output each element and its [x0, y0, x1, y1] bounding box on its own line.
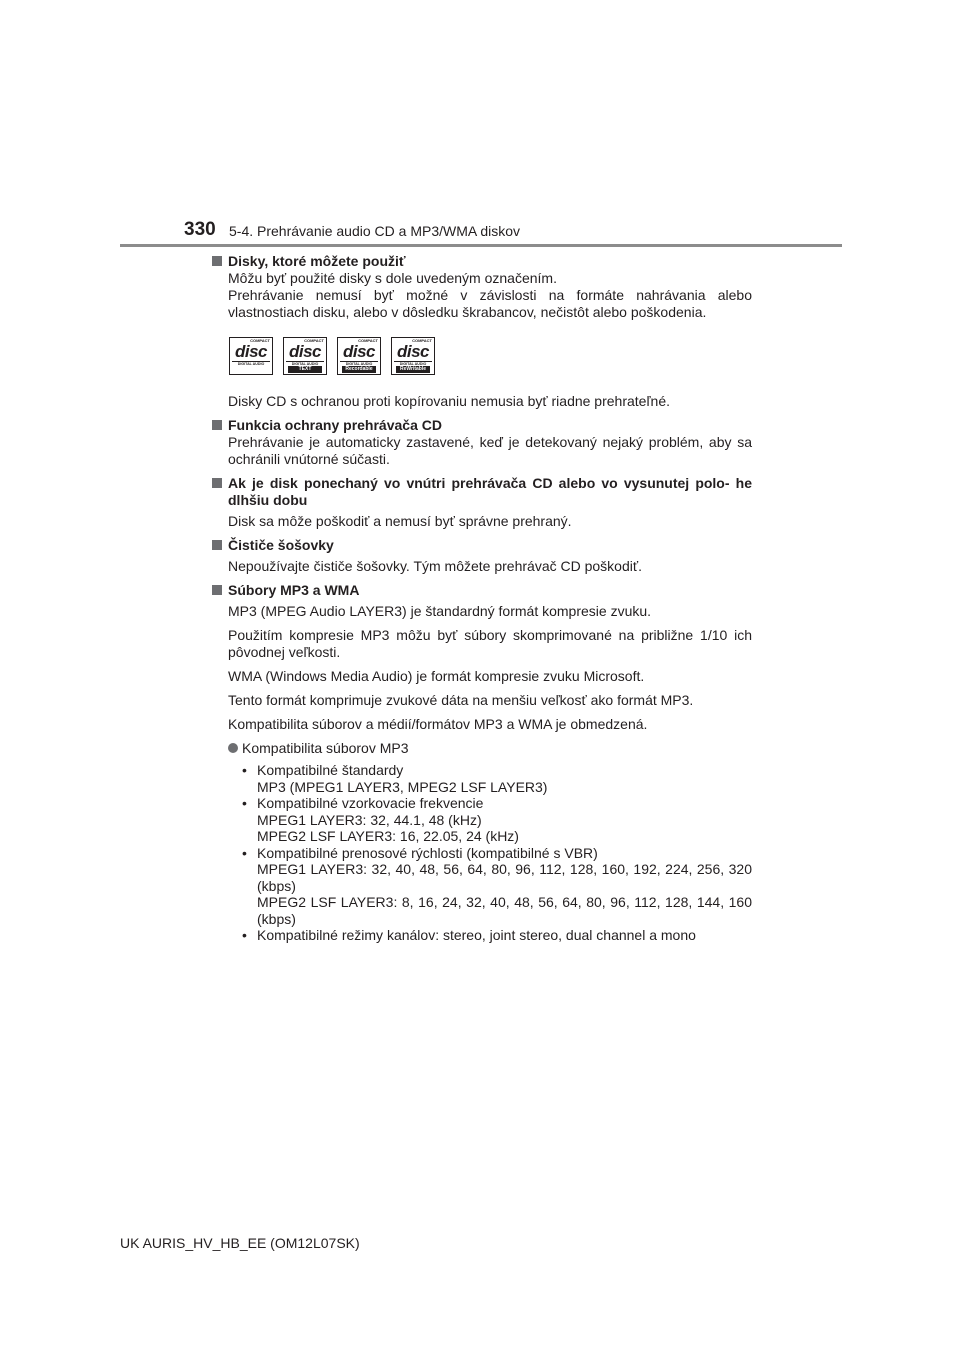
list-item [242, 927, 752, 944]
sub-heading [212, 740, 752, 757]
sub-heading-text: Kompatibilita súborov MP3 [242, 740, 409, 756]
section-heading-text: Funkcia ochrany prehrávača CD [228, 417, 442, 433]
section-header-title: 5-4. Prehrávanie audio CD a MP3/WMA diskov [229, 223, 521, 239]
bullet-dot-icon: • [242, 762, 247, 778]
bullet-dot-icon: • [242, 795, 247, 811]
paragraph: WMA (Windows Media Audio) je formát kompresie zvuku Microsoft. [228, 668, 645, 684]
logo-variant-text: Recordable [342, 366, 376, 373]
logo-main-text: disc [396, 342, 430, 361]
disc-logo-row [229, 337, 752, 375]
logo-top-text: COMPACT [412, 338, 432, 343]
paragraph: Kompatibilita súborov a médií/formátov MP3 a WMA je obmedzená. [228, 716, 648, 732]
compact-disc-recordable-logo [337, 337, 381, 375]
section-heading [212, 475, 752, 509]
paragraph: Nepoužívajte čističe šošovky. Tým môžete prehrávač CD poškodiť. [228, 558, 643, 574]
section-heading [212, 537, 752, 554]
section-heading [212, 253, 752, 270]
logo-top-text: COMPACT [358, 338, 378, 343]
list-item [242, 762, 752, 795]
logo-variant-text: ReWritable [396, 366, 430, 373]
logo-sub-text: DIGITAL AUDIO [286, 361, 324, 367]
square-bullet-icon [212, 478, 222, 488]
logo-main-text: disc [342, 342, 376, 361]
list-item-text: Kompatibilné prenosové rýchlosti (kompatibilné s VBR) MPEG1 LAYER3: 32, 40, 48, 56, 64, 80, 96, 112, 128, 160, 192, 224, 256, 320 (kbps) MPEG2 LSF LAYER3: 8, 16, 24, 32, 40, 48, 56, 64, 80, 96, 112, 128, 144, 160 (kbps) [257, 844, 752, 927]
list-item-text: Kompatibilné vzorkovacie frekvencie MPEG1 LAYER3: 32, 44.1, 48 (kHz) MPEG2 LSF LAYER3: 16, 22.05, 24 (kHz) [257, 795, 519, 844]
section-heading-text: Súbory MP3 a WMA [228, 582, 360, 598]
list-item-text: Kompatibilné režimy kanálov: stereo, joint stereo, dual channel a mono [257, 927, 696, 943]
paragraph: Prehrávanie nemusí byť možné v závislosti na formáte nahrávania alebo vlastnostiach disku, alebo v dôsledku škrabancov, nečistôt alebo poškodenia. [228, 287, 752, 320]
section-heading [212, 582, 752, 599]
compact-disc-text-logo [283, 337, 327, 375]
square-bullet-icon [212, 256, 222, 266]
logo-top-text: COMPACT [250, 338, 270, 343]
paragraph: MP3 (MPEG Audio LAYER3) je štandardný formát kompresie zvuku. [228, 603, 652, 619]
page-content [212, 253, 752, 944]
paragraph: Disk sa môže poškodiť a nemusí byť správne prehraný. [228, 513, 572, 529]
logo-main-text: disc [288, 342, 322, 361]
list-item-text: Kompatibilné štandardy MP3 (MPEG1 LAYER3, MPEG2 LSF LAYER3) [257, 762, 548, 795]
paragraph: Môžu byť použité disky s dole uvedeným označením. [228, 270, 557, 286]
section-heading-text: Ak je disk ponechaný vo vnútri prehrávača CD alebo vo vysunutej polo- he dlhšiu dobu [228, 475, 752, 508]
list-item [242, 845, 752, 928]
square-bullet-icon [212, 540, 222, 550]
section-heading-text: Čističe šošovky [228, 537, 334, 553]
logo-variant-text: TEXT [288, 366, 322, 373]
list-item [242, 795, 752, 845]
square-bullet-icon [212, 420, 222, 430]
round-bullet-icon [228, 743, 238, 753]
paragraph: Prehrávanie je automaticky zastavené, keď je detekovaný nejaký problém, aby sa ochránili vnútorné súčasti. [228, 434, 752, 467]
footer-model-code: UK AURIS_HV_HB_EE (OM12L07SK) [120, 1235, 360, 1251]
square-bullet-icon [212, 585, 222, 595]
logo-top-text: COMPACT [304, 338, 324, 343]
compact-disc-rewritable-logo [391, 337, 435, 375]
compatibility-list [212, 762, 752, 944]
paragraph: Tento formát komprimuje zvukové dáta na menšiu veľkosť ako formát MP3. [228, 692, 694, 708]
paragraph: Disky CD s ochranou proti kopírovaniu nemusia byť riadne prehrateľné. [228, 393, 670, 409]
logo-sub-text: DIGITAL AUDIO [394, 361, 432, 367]
logo-sub-text: DIGITAL AUDIO [340, 361, 378, 367]
section-heading [212, 417, 752, 434]
section-heading-text: Disky, ktoré môžete použiť [228, 253, 406, 269]
page-number: 330 [184, 219, 216, 240]
header-divider [120, 244, 842, 247]
bullet-dot-icon: • [242, 927, 247, 943]
paragraph: Použitím kompresie MP3 môžu byť súbory skomprimované na približne 1/10 ich pôvodnej veľkosti. [228, 627, 752, 660]
logo-main-text: disc [234, 342, 268, 361]
logo-sub-text: DIGITAL AUDIO [232, 361, 270, 367]
compact-disc-logo [229, 337, 273, 375]
bullet-dot-icon: • [242, 844, 247, 861]
